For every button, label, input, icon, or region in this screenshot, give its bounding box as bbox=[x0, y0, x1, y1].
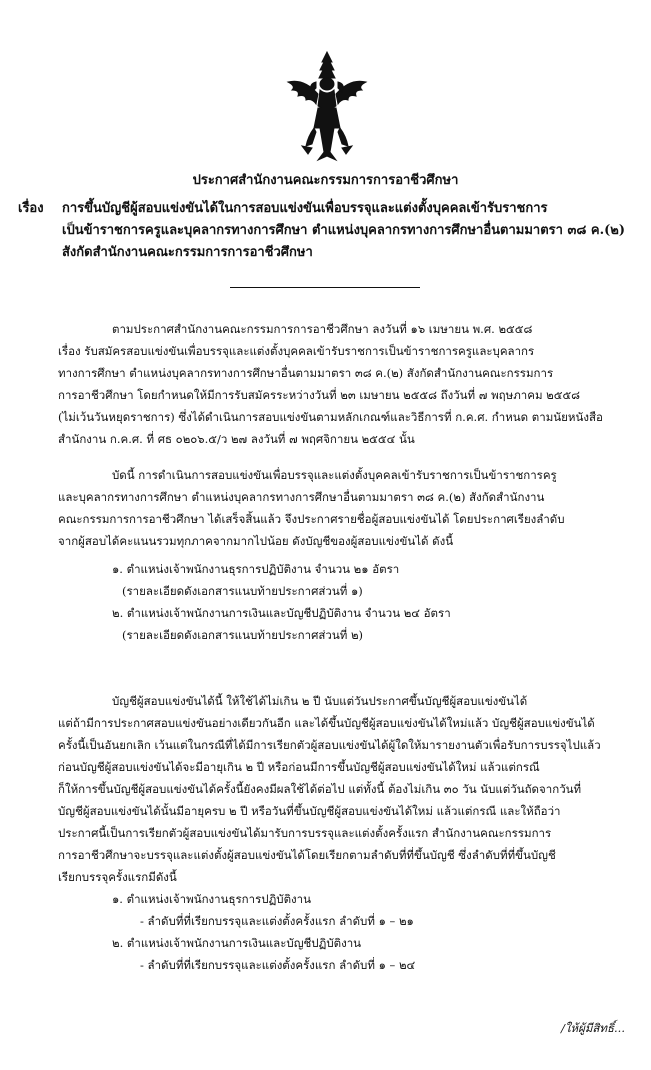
list-item: ๑. ตำแหน่งเจ้าพนักงานธุรการปฏิบัติงาน จำนวน ๒๑ อัตรา bbox=[112, 562, 400, 576]
list-item: ๒. ตำแหน่งเจ้าพนักงานการเงินและบัญชีปฏิบัติงาน จำนวน ๒๔ อัตรา bbox=[112, 606, 451, 620]
paragraph-line: การอาชีวศึกษาจะบรรจุและแต่งตั้งผู้สอบแข่งขันได้โดยเรียกตามลำดับที่ที่ขึ้นบัญชี ซึ่งลำดับที่ที่ขึ้นบัญชี bbox=[58, 848, 556, 862]
list-item: ๑. ตำแหน่งเจ้าพนักงานธุรการปฏิบัติงาน bbox=[112, 892, 311, 906]
paragraph-line: บัญชีผู้สอบแข่งขันได้นี้ ให้ใช้ได้ไม่เกิน ๒ ปี นับแต่วันประกาศขึ้นบัญชีผู้สอบแข่งขันได้ bbox=[112, 694, 528, 708]
paragraph-line: สำนักงาน ก.ค.ศ. ที่ ศธ ๐๒๐๖.๕/ว ๒๗ ลงวันที่ ๗ พฤศจิกายน ๒๕๕๔ นั้น bbox=[58, 432, 415, 446]
list-item-detail: - ลำดับที่ที่เรียกบรรจุและแต่งตั้งครั้งแรก ลำดับที่ ๑ – ๒๑ bbox=[140, 914, 414, 928]
subject-label: เรื่อง bbox=[18, 201, 44, 216]
paragraph-line: คณะกรรมการการอาชีวศึกษา ได้เสร็จสิ้นแล้ว จึงประกาศรายชื่อผู้สอบแข่งขันได้ โดยประกาศเรียงลำดับ bbox=[58, 512, 565, 526]
paragraph-validity bbox=[58, 690, 630, 888]
paragraph-line: บัญชีผู้สอบแข่งขันได้นั้นมีอายุครบ ๒ ปี หรือวันที่ขึ้นบัญชีผู้สอบแข่งขันได้ใหม่ แล้วแต่กรณี และให้ถือว่า bbox=[58, 804, 561, 818]
paragraph-line: เรื่อง รับสมัครสอบแข่งขันเพื่อบรรจุและแต่งตั้งบุคคลเข้ารับราชการเป็นข้าราชการครูและบุคลากร bbox=[58, 344, 535, 358]
paragraph-line: ตามประกาศสำนักงานคณะกรรมการการอาชีวศึกษา ลงวันที่ ๑๖ เมษายน พ.ศ. ๒๕๕๘ bbox=[112, 322, 533, 336]
subject-line: สังกัดสำนักงานคณะกรรมการการอาชีวศึกษา bbox=[62, 245, 313, 260]
list-item-detail: - ลำดับที่ที่เรียกบรรจุและแต่งตั้งครั้งแรก ลำดับที่ ๑ – ๒๔ bbox=[140, 958, 416, 972]
paragraph-line: ก่อนบัญชีผู้สอบแข่งขันได้จะมีอายุเกิน ๒ ปี หรือก่อนมีการขึ้นบัญชีผู้สอบแข่งขันได้ใหม่ แล้วแต่กรณี bbox=[58, 760, 540, 774]
positions-list bbox=[58, 558, 630, 646]
paragraph-line: เรียกบรรจุครั้งแรกมีดังนี้ bbox=[58, 870, 177, 884]
subject-text bbox=[62, 198, 634, 264]
paragraph-line: และบุคลากรทางการศึกษา ตำแหน่งบุคลากรทางการศึกษาอื่นตามมาตรา ๓๘ ค.(๒) สังกัดสำนักงาน bbox=[58, 490, 545, 504]
subject-line: เป็นข้าราชการครูและบุคลากรทางการศึกษา ตำแหน่งบุคลากรทางการศึกษาอื่นตามมาตรา ๓๘ ค.(๒) bbox=[62, 223, 626, 238]
paragraph-line: ครั้งนี้เป็นอันยกเลิก เว้นแต่ในกรณีที่ได้มีการเรียกตัวผู้สอบแข่งขันได้ผู้ใดให้มารายงานตัวเพื่อรับการบรรจุไปแล้ว bbox=[58, 738, 601, 752]
garuda-emblem-icon bbox=[278, 48, 376, 164]
paragraph-line: ทางการศึกษา ตำแหน่งบุคลากรทางการศึกษาอื่นตามมาตรา ๓๘ ค.(๒) สังกัดสำนักงานคณะกรรมการ bbox=[58, 366, 554, 380]
paragraph-reference bbox=[58, 318, 630, 450]
paragraph-line: การอาชีวศึกษา โดยกำหนดให้มีการรับสมัครระหว่างวันที่ ๒๓ เมษายน ๒๕๕๘ ถึงวันที่ ๗ พฤษภาคม ๒๕๕๘ bbox=[58, 388, 581, 402]
list-item-note: (รายละเอียดดังเอกสารแนบท้ายประกาศส่วนที่ ๑) bbox=[122, 584, 363, 598]
continuation-note: /ให้ผู้มีสิทธิ์... bbox=[561, 1021, 625, 1035]
paragraph-line: บัดนี้ การดำเนินการสอบแข่งขันเพื่อบรรจุและแต่งตั้งบุคคลเข้ารับราชการเป็นข้าราชการครู bbox=[112, 468, 557, 482]
divider-line bbox=[230, 287, 420, 288]
list-item: ๒. ตำแหน่งเจ้าพนักงานการเงินและบัญชีปฏิบัติงาน bbox=[112, 936, 362, 950]
paragraph-line: (ไม่เว้นวันหยุดราชการ) ซึ่งได้ดำเนินการสอบแข่งขันตามหลักเกณฑ์และวิธีการที่ ก.ค.ศ. กำหนด ตามนัยหนังสือ bbox=[58, 410, 603, 424]
subject-line: การขึ้นบัญชีผู้สอบแข่งขันได้ในการสอบแข่งขันเพื่อบรรจุและแต่งตั้งบุคคลเข้ารับราชการ bbox=[62, 201, 548, 216]
first-call-list bbox=[58, 888, 630, 976]
paragraph-line: ก็ให้การขึ้นบัญชีผู้สอบแข่งขันได้ครั้งนี้ยังคงมีผลใช้ได้ต่อไป แต่ทั้งนี้ ต้องไม่เกิน ๓๐ วัน นับแต่วันถัดจากวันที่ bbox=[58, 782, 582, 796]
paragraph-announcement bbox=[58, 464, 630, 552]
list-item-note: (รายละเอียดดังเอกสารแนบท้ายประกาศส่วนที่ ๒) bbox=[122, 628, 364, 642]
paragraph-line: แต่ถ้ามีการประกาศสอบแข่งขันอย่างเดียวกันอีก และได้ขึ้นบัญชีผู้สอบแข่งขันได้ใหม่แล้ว บัญชีผู้สอบแข่งขันได้ bbox=[58, 716, 595, 730]
paragraph-line: ประกาศนี้เป็นการเรียกตัวผู้สอบแข่งขันได้มารับการบรรจุและแต่งตั้งครั้งแรก สำนักงานคณะกรรมการ bbox=[58, 826, 552, 840]
paragraph-line: จากผู้สอบได้คะแนนรวมทุกภาคจากมากไปน้อย ดังบัญชีของผู้สอบแข่งขันได้ ดังนี้ bbox=[58, 534, 454, 548]
announcement-title: ประกาศสำนักงานคณะกรรมการการอาชีวศึกษา bbox=[192, 173, 459, 188]
